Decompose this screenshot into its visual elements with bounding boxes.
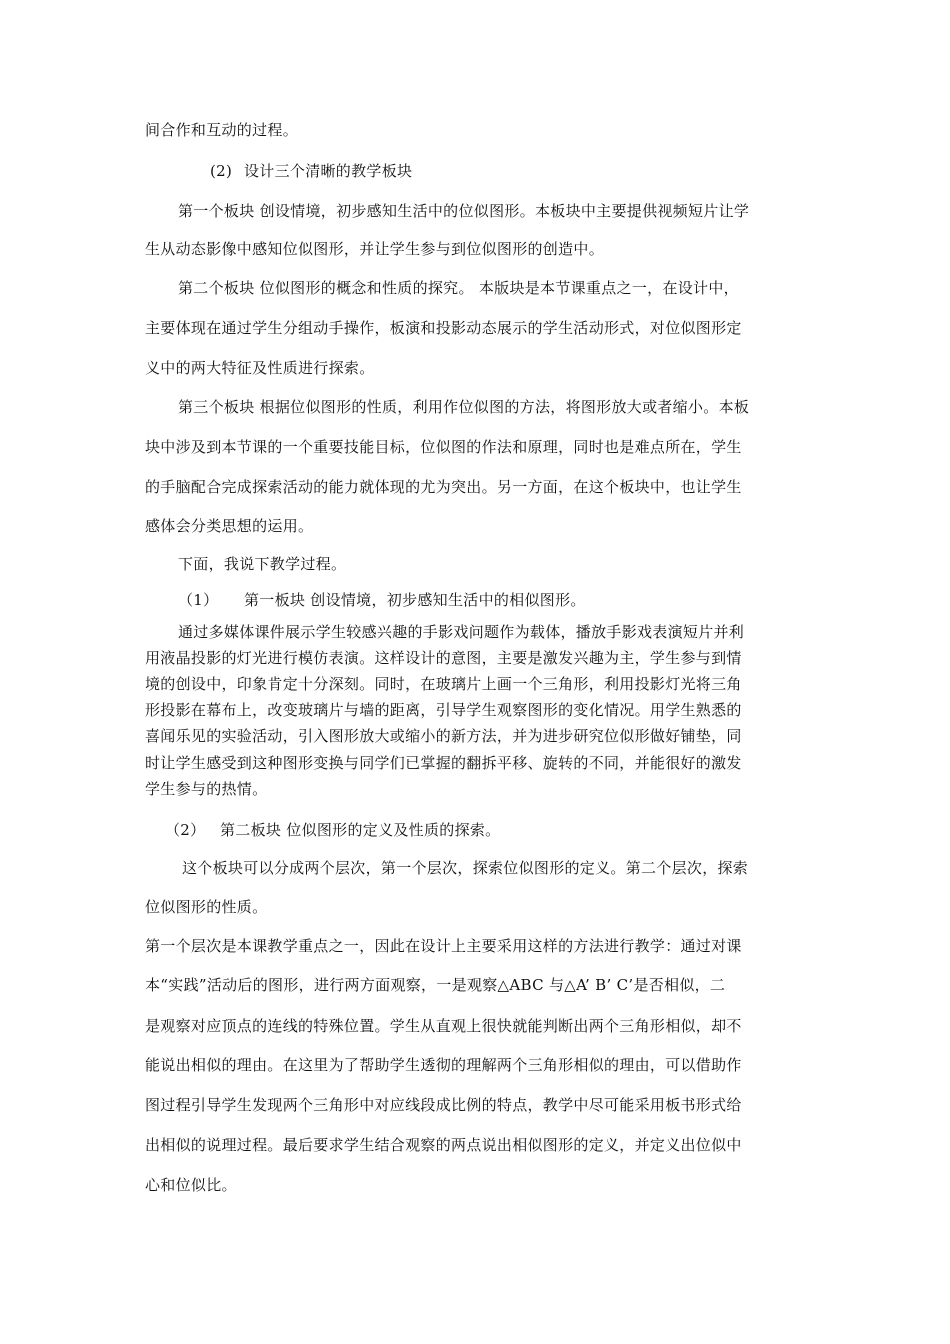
paragraph-line: 图过程引导学生发现两个三角形中对应线段成比例的特点，教学中尽可能采用板书形式给 [145, 1096, 742, 1114]
paragraph-line: 第一个层次是本课教学重点之一，因此在设计上主要采用这样的方法进行教学：通过对课 [145, 937, 742, 955]
paragraph-line: 本“实践”活动后的图形，进行两方面观察，一是观察△ABC 与△A’ B’ C’是否相似，二 [145, 976, 726, 994]
paragraph-line: 用液晶投影的灯光进行模仿表演。这样设计的意图，主要是激发兴趣为主，学生参与到情 [145, 649, 742, 667]
paragraph-line: 这个板块可以分成两个层次，第一个层次，探索位似图形的定义。第二个层次，探索 [182, 859, 749, 877]
section-heading: 设计三个清晰的教学板块 [244, 162, 413, 180]
paragraph-line: 喜闻乐见的实验活动，引入图形放大或缩小的新方法，并为进步研究位似形做好铺垫，同 [145, 727, 742, 745]
paragraph-line: 的手脑配合完成探索活动的能力就体现的尤为突出。另一方面，在这个板块中，也让学生 [145, 478, 742, 496]
paragraph-line: 第一个板块 创设情境，初步感知生活中的位似图形。本板块中主要提供视频短片让学 [178, 202, 750, 220]
paragraph-line: 生从动态影像中感知位似图形，并让学生参与到位似图形的创造中。 [145, 240, 605, 258]
paragraph-line: 心和位似比。 [145, 1176, 237, 1194]
paragraph-line: 出相似的说理过程。最后要求学生结合观察的两点说出相似图形的定义，并定义出位似中 [145, 1136, 742, 1154]
paragraph-line: 第二个板块 位似图形的概念和性质的探究。 本版块是本节课重点之一，在设计中， [178, 279, 739, 297]
paragraph-line: 块中涉及到本节课的一个重要技能目标，位似图的作法和原理，同时也是难点所在，学生 [145, 438, 742, 456]
paragraph-line: 第三个板块 根据位似图形的性质，利用作位似图的方法，将图形放大或者缩小。本板 [178, 398, 750, 416]
paragraph-line: 感体会分类思想的运用。 [145, 517, 314, 535]
paragraph-line: 是观察对应顶点的连线的特殊位置。学生从直观上很快就能判断出两个三角形相似，却不 [145, 1017, 742, 1035]
paragraph-line: 境的创设中，印象肯定十分深刻。同时，在玻璃片上画一个三角形，利用投影灯光将三角 [145, 675, 742, 693]
paragraph-line: 位似图形的性质。 [145, 898, 268, 916]
section-heading: 第二板块 位似图形的定义及性质的探索。 [220, 821, 501, 839]
paragraph-line: 下面，我说下教学过程。 [178, 555, 347, 573]
section-marker: (2) [210, 162, 233, 180]
section-heading: 第一板块 创设情境，初步感知生活中的相似图形。 [244, 591, 586, 609]
paragraph-line: 间合作和互动的过程。 [145, 121, 299, 139]
section-marker: （1） [178, 591, 219, 609]
section-marker: （2） [165, 821, 206, 839]
paragraph-line: 形投影在幕布上，改变玻璃片与墙的距离，引导学生观察图形的变化情况。用学生熟悉的 [145, 701, 742, 719]
paragraph-line: 能说出相似的理由。在这里为了帮助学生透彻的理解两个三角形相似的理由，可以借助作 [145, 1056, 742, 1074]
paragraph-line: 义中的两大特征及性质进行探索。 [145, 359, 375, 377]
paragraph-line: 时让学生感受到这种图形变换与同学们已掌握的翻拆平移、旋转的不同，并能很好的激发 [145, 754, 742, 772]
paragraph-line: 主要体现在通过学生分组动手操作，板演和投影动态展示的学生活动形式，对位似图形定 [145, 319, 742, 337]
paragraph-line: 学生参与的热情。 [145, 780, 268, 798]
paragraph-line: 通过多媒体课件展示学生较感兴趣的手影戏问题作为载体，播放手影戏表演短片并利 [178, 623, 745, 641]
